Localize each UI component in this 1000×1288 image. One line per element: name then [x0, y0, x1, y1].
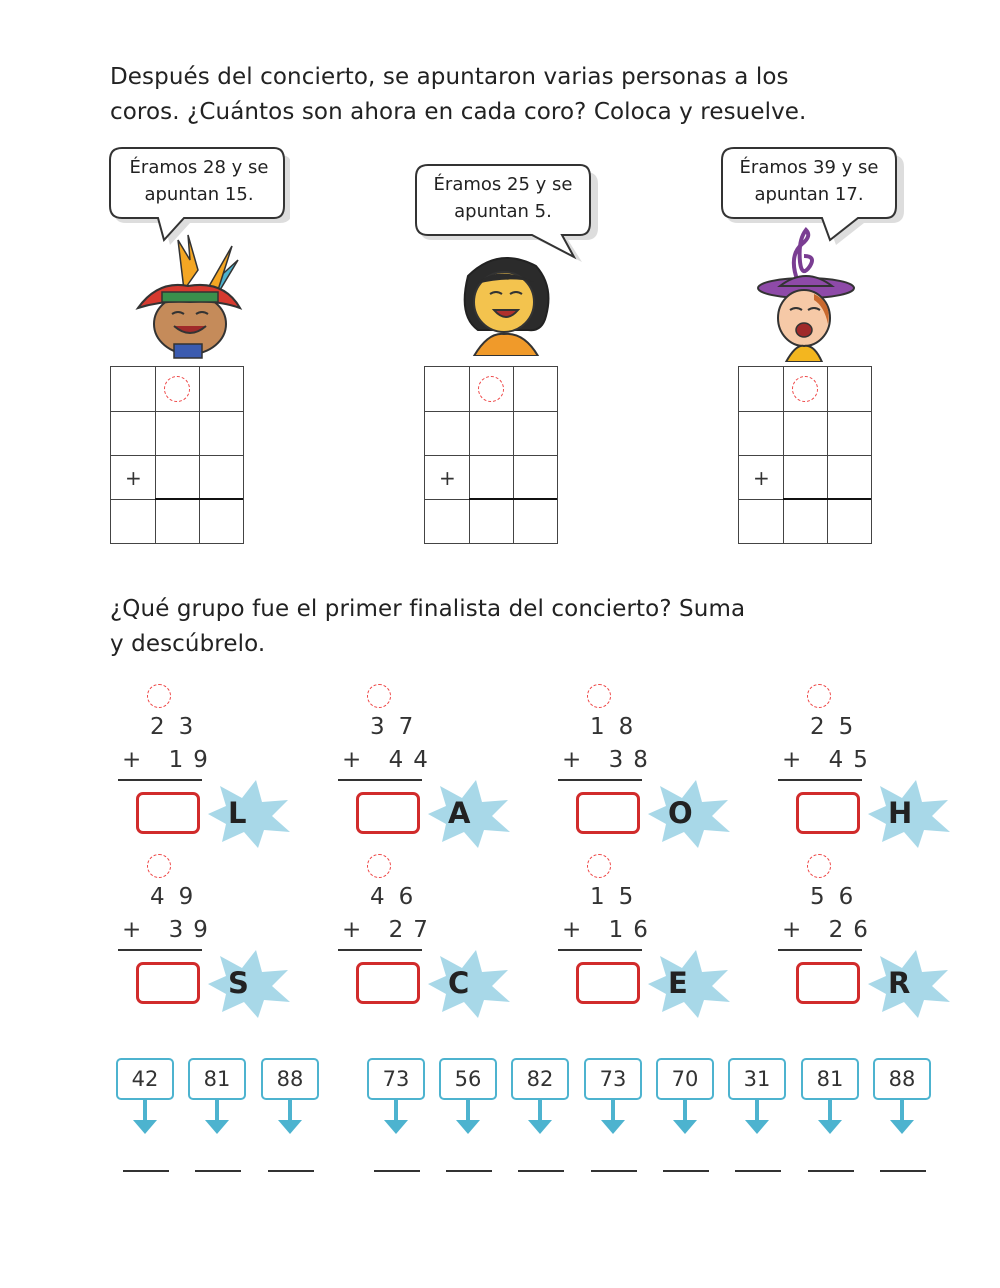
carry-circle[interactable]	[807, 854, 831, 878]
code-item	[656, 1058, 714, 1136]
second-addend: + 38	[562, 747, 658, 773]
addition-problem	[330, 850, 550, 1000]
answer-letter: A	[448, 796, 471, 830]
sum-line	[558, 949, 642, 951]
carry-circle[interactable]	[164, 376, 190, 402]
second-addend: + 45	[782, 747, 878, 773]
letter-blank[interactable]	[808, 1170, 854, 1172]
bubble-1-line-1: Éramos 28 y se	[129, 157, 269, 178]
code-number-box: 70	[656, 1058, 714, 1100]
sum-line	[338, 779, 422, 781]
first-addend: 56	[810, 884, 868, 910]
code-item	[728, 1058, 786, 1136]
second-addend: + 39	[122, 917, 218, 943]
addition-grid-1	[110, 366, 244, 544]
second-addend: + 26	[782, 917, 878, 943]
code-number-box: 42	[116, 1058, 174, 1100]
bubble-2-line-1: Éramos 25 y se	[433, 174, 573, 195]
question-line-2: y descúbrelo.	[110, 631, 266, 657]
code-number-box: 73	[367, 1058, 425, 1100]
answer-box[interactable]	[136, 962, 200, 1004]
bubble-2-line-2: apuntan 5.	[454, 201, 552, 222]
carry-circle[interactable]	[367, 684, 391, 708]
arrow-down-icon	[815, 1100, 845, 1136]
arrow-down-icon	[130, 1100, 160, 1136]
code-item	[367, 1058, 425, 1136]
addition-problem	[550, 680, 770, 830]
carry-circle[interactable]	[147, 684, 171, 708]
addition-problem	[550, 850, 770, 1000]
answer-box[interactable]	[796, 792, 860, 834]
first-addend: 15	[590, 884, 648, 910]
addition-problem	[770, 680, 990, 830]
code-number-box: 88	[873, 1058, 931, 1100]
answer-box[interactable]	[356, 962, 420, 1004]
plus-sign: +	[439, 466, 456, 490]
instructions-line-1: Después del concierto, se apuntaron varias personas a los	[110, 64, 789, 90]
character-long-hair-illustration	[448, 246, 558, 356]
code-number-box: 81	[188, 1058, 246, 1100]
letter-blank[interactable]	[735, 1170, 781, 1172]
first-addend: 37	[370, 714, 428, 740]
code-item	[439, 1058, 497, 1136]
character-feather-hat-illustration	[128, 230, 248, 360]
arrow-down-icon	[202, 1100, 232, 1136]
carry-circle[interactable]	[147, 854, 171, 878]
character-music-hat-illustration	[754, 226, 858, 362]
second-addend: + 16	[562, 917, 658, 943]
question	[110, 592, 745, 662]
arrow-down-icon	[598, 1100, 628, 1136]
code-number-box: 73	[584, 1058, 642, 1100]
answer-box[interactable]	[356, 792, 420, 834]
code-number-box: 56	[439, 1058, 497, 1100]
plus-sign: +	[753, 466, 770, 490]
addition-problem	[770, 850, 990, 1000]
letter-blank[interactable]	[663, 1170, 709, 1172]
carry-circle[interactable]	[367, 854, 391, 878]
code-item	[261, 1058, 319, 1136]
letter-blank[interactable]	[268, 1170, 314, 1172]
code-number-box: 81	[801, 1058, 859, 1100]
letter-blank[interactable]	[195, 1170, 241, 1172]
code-number-box: 88	[261, 1058, 319, 1100]
answer-box[interactable]	[576, 962, 640, 1004]
answer-letter: O	[668, 796, 693, 830]
addition-grid-2	[424, 366, 558, 544]
arrow-down-icon	[525, 1100, 555, 1136]
bubble-3-text	[720, 154, 898, 208]
arrow-down-icon	[887, 1100, 917, 1136]
sum-line	[118, 949, 202, 951]
addition-grid-3	[738, 366, 872, 544]
question-line-1: ¿Qué grupo fue el primer finalista del concierto? Suma	[110, 596, 746, 622]
carry-circle[interactable]	[587, 684, 611, 708]
addition-problem	[110, 680, 330, 830]
answer-letter: R	[888, 966, 911, 1000]
sum-line	[338, 949, 422, 951]
second-addend: + 27	[342, 917, 438, 943]
code-item	[511, 1058, 569, 1136]
answer-letter: C	[448, 966, 470, 1000]
answer-letter: E	[668, 966, 688, 1000]
letter-blank[interactable]	[518, 1170, 564, 1172]
code-item	[188, 1058, 246, 1136]
answer-letter: L	[228, 796, 247, 830]
second-addend: + 44	[342, 747, 438, 773]
code-item	[584, 1058, 642, 1136]
first-addend: 46	[370, 884, 428, 910]
code-number-box: 31	[728, 1058, 786, 1100]
arrow-down-icon	[275, 1100, 305, 1136]
letter-blank[interactable]	[591, 1170, 637, 1172]
arrow-down-icon	[381, 1100, 411, 1136]
bubble-3-line-2: apuntan 17.	[754, 184, 864, 205]
answer-letter: S	[228, 966, 249, 1000]
bubble-1-text	[108, 154, 290, 208]
code-item	[116, 1058, 174, 1136]
bubble-3-line-1: Éramos 39 y se	[739, 157, 879, 178]
bubble-2-text	[414, 171, 592, 225]
arrow-down-icon	[742, 1100, 772, 1136]
answer-box[interactable]	[576, 792, 640, 834]
sum-line	[778, 779, 862, 781]
sum-line	[118, 779, 202, 781]
sum-line	[558, 779, 642, 781]
letter-blank[interactable]	[374, 1170, 420, 1172]
addition-problem	[330, 680, 550, 830]
letter-blank[interactable]	[880, 1170, 926, 1172]
first-addend: 18	[590, 714, 648, 740]
answer-box[interactable]	[136, 792, 200, 834]
carry-circle[interactable]	[807, 684, 831, 708]
second-addend: + 19	[122, 747, 218, 773]
code-item	[873, 1058, 931, 1136]
code-number-box: 82	[511, 1058, 569, 1100]
answer-letter: H	[888, 796, 913, 830]
first-addend: 25	[810, 714, 868, 740]
first-addend: 23	[150, 714, 208, 740]
arrow-down-icon	[670, 1100, 700, 1136]
arrow-down-icon	[453, 1100, 483, 1136]
letter-blank[interactable]	[446, 1170, 492, 1172]
letter-blank[interactable]	[123, 1170, 169, 1172]
code-item	[801, 1058, 859, 1136]
bubble-1-line-2: apuntan 15.	[144, 184, 254, 205]
instructions	[110, 60, 806, 130]
carry-circle[interactable]	[587, 854, 611, 878]
answer-box[interactable]	[796, 962, 860, 1004]
carry-circle[interactable]	[792, 376, 818, 402]
first-addend: 49	[150, 884, 208, 910]
plus-sign: +	[125, 466, 142, 490]
instructions-line-2: coros. ¿Cuántos son ahora en cada coro? Coloca y resuelve.	[110, 99, 807, 125]
sum-line	[778, 949, 862, 951]
addition-problem	[110, 850, 330, 1000]
carry-circle[interactable]	[478, 376, 504, 402]
